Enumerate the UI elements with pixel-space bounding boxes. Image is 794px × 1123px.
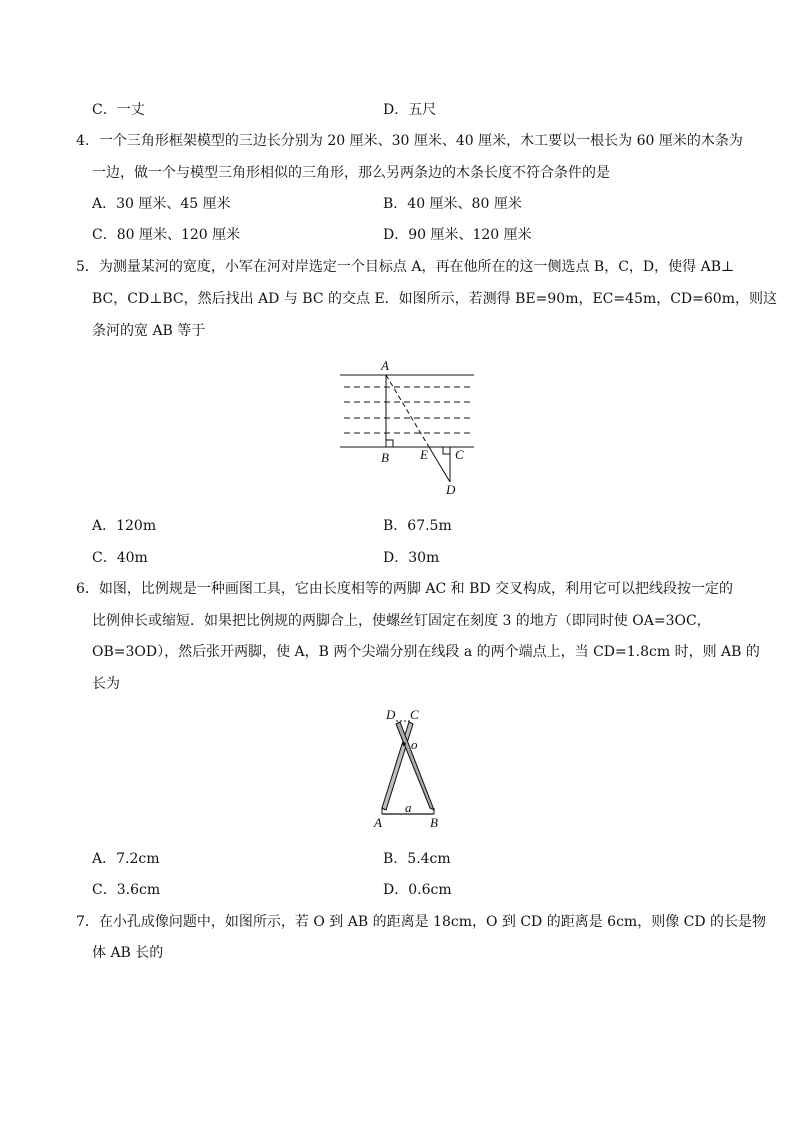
q6-label-a-segment: a <box>405 800 412 815</box>
q6-label-a: A <box>374 815 382 830</box>
q5-option-d: D．30m <box>383 550 440 566</box>
q4-option-c: C．80 厘米、120 厘米 <box>92 227 241 243</box>
q5-stem-line1: 5．为测量某河的宽度，小军在河对岸选定一个目标点 A，再在他所在的这一侧选点 B，C，D，使得 AB⊥ <box>76 259 735 275</box>
q5-label-a: A <box>381 358 389 373</box>
q5-label-d: D <box>446 482 456 497</box>
q6-leg-bd <box>396 722 434 810</box>
q6-label-o: o <box>411 737 418 752</box>
q4-stem-line2: 一边，做一个与模型三角形相似的三角形，那么另两条边的木条长度不符合条件的是 <box>92 165 610 181</box>
q6-label-d: D <box>386 707 396 722</box>
q6-proportional-compass-figure <box>368 704 448 832</box>
q4-option-a: A．30 厘米、45 厘米 <box>92 196 231 212</box>
q6-stem-line1: 6．如图，比例规是一种画图工具，它由长度相等的两脚 AC 和 BD 交叉构成，利用它可以把线段按一定的 <box>76 581 734 597</box>
q5-segment-ae-dashed <box>386 375 429 447</box>
q6-option-d: D．0.6cm <box>383 882 452 898</box>
q7-stem-line1: 7．在小孔成像问题中，如图所示，若 O 到 AB 的距离是 18cm，O 到 CD 的距离是 6cm，则像 CD 的长是物 <box>76 914 767 930</box>
q4-option-b: B．40 厘米、80 厘米 <box>383 196 522 212</box>
q6-option-a: A．7.2cm <box>92 851 160 867</box>
q6-label-b: B <box>430 815 438 830</box>
q5-option-c: C．40m <box>92 550 148 566</box>
q6-stem-line4: 长为 <box>92 676 120 692</box>
q3-option-d: D．五尺 <box>383 102 437 118</box>
q5-label-c: C <box>455 447 464 462</box>
q5-label-e: E <box>420 447 428 462</box>
q6-stem-line3: OB=3OD），然后张开两脚，使 A，B 两个尖端分别在线段 a 的两个端点上，当 CD=1.8cm 时，则 AB 的 <box>92 644 760 660</box>
q6-option-c: C．3.6cm <box>92 882 161 898</box>
q4-option-d: D．90 厘米、120 厘米 <box>383 227 532 243</box>
q5-river-figure <box>330 356 480 496</box>
q5-option-b: B．67.5m <box>383 518 452 534</box>
q5-right-angle-c <box>443 447 450 454</box>
q6-leg-ac <box>382 722 413 810</box>
q5-option-a: A．120m <box>92 518 157 534</box>
q4-stem-line1: 4．一个三角形框架模型的三边长分别为 20 厘米、30 厘米、40 厘米，木工要以一根长为 60 厘米的木条为 <box>76 133 743 149</box>
q6-label-c: C <box>410 707 419 722</box>
q5-right-angle-b <box>386 440 393 447</box>
q6-option-b: B．5.4cm <box>383 851 451 867</box>
q5-stem-line3: 条河的宽 AB 等于 <box>92 323 206 339</box>
q5-stem-line2: BC，CD⊥BC，然后找出 AD 与 BC 的交点 E．如图所示，若测得 BE=90m，EC=45m，CD=60m，则这 <box>92 291 777 307</box>
q3-option-c: C．一丈 <box>92 102 145 118</box>
q7-stem-line2: 体 AB 长的 <box>92 945 164 961</box>
q6-stem-line2: 比例伸长或缩短．如果把比例规的两脚合上，使螺丝钉固定在刻度 3 的地方（即同时使 OA=3OC， <box>92 613 711 629</box>
q5-label-b: B <box>381 450 389 465</box>
q6-pivot-o <box>402 742 406 746</box>
q5-segment-ed <box>429 447 450 482</box>
